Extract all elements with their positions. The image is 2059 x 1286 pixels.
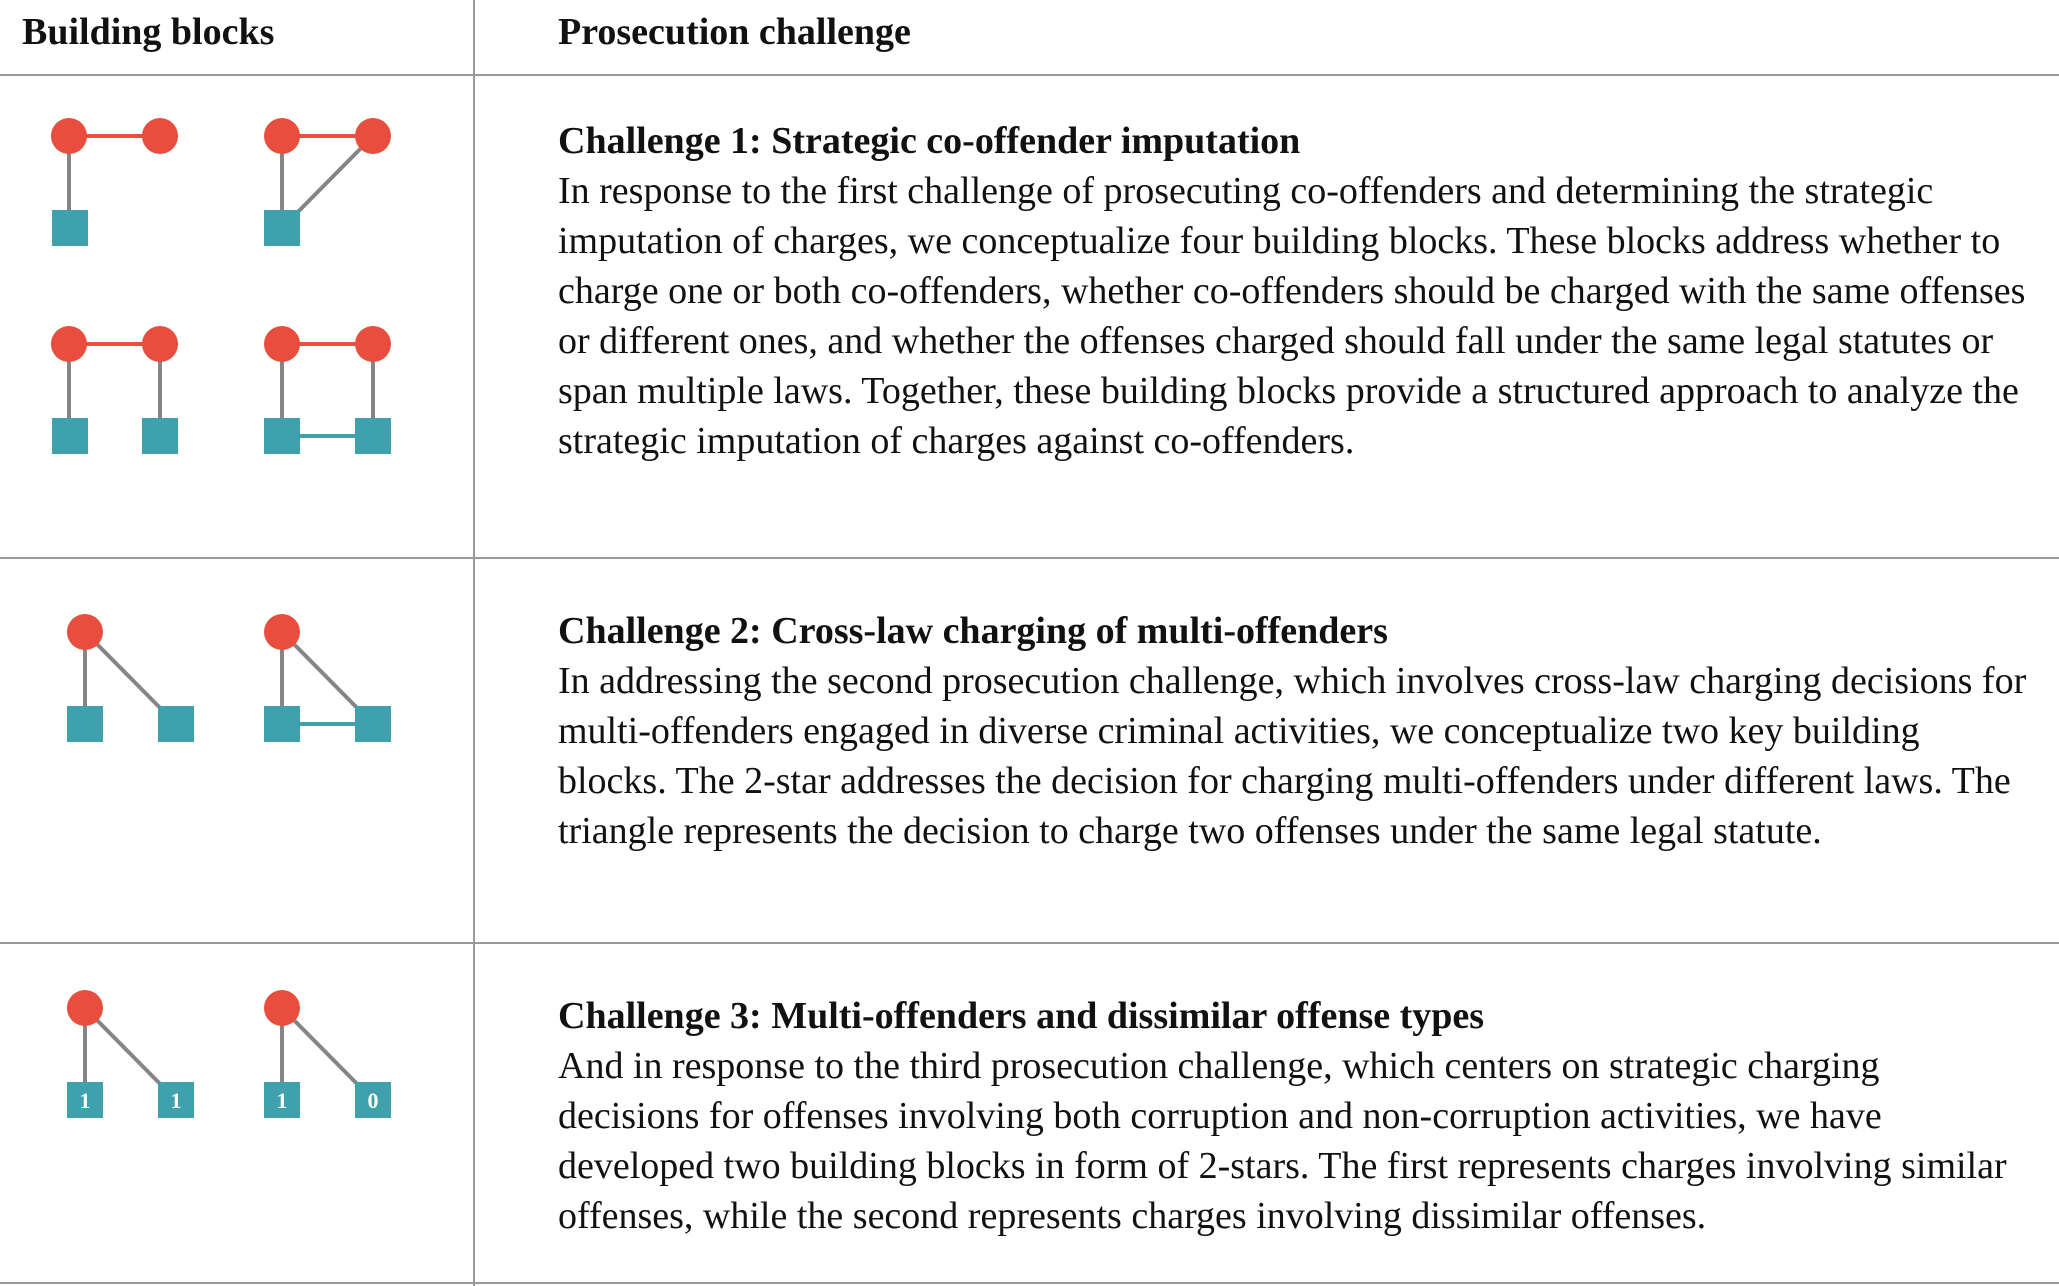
block-triangle xyxy=(264,614,391,742)
challenge-3 xyxy=(558,991,2028,1241)
offender-node xyxy=(67,614,103,650)
challenge-2 xyxy=(558,606,2028,856)
offender-node xyxy=(67,990,103,1026)
challenge-1 xyxy=(558,116,2028,466)
offender-node xyxy=(264,326,300,362)
block-two-star-dissimilar xyxy=(264,990,391,1118)
offense-type-label: 0 xyxy=(367,1088,379,1113)
offender-node xyxy=(264,118,300,154)
offender-node xyxy=(51,118,87,154)
offense-node xyxy=(264,418,300,454)
challenge-2-title: Challenge 2: Cross-law charging of multi-offenders xyxy=(558,610,1388,652)
block-co-offender-same-law xyxy=(264,326,391,454)
offender-node xyxy=(142,326,178,362)
block-co-offender-single-charge xyxy=(51,118,178,246)
offense-node xyxy=(355,418,391,454)
block-co-offender-different-charges xyxy=(51,326,178,454)
block-two-star xyxy=(67,614,194,742)
offender-node xyxy=(264,990,300,1026)
challenge-1-body: In response to the first challenge of prosecuting co-offenders and determining the strategic imputation of charges, we conceptualize four building blocks. These blocks address whether to charge one or both co-offenders, whether co-offenders should be charged with the same offenses or different ones, and whether the offenses charged should fall under the same legal statutes or span multiple laws. Together, these building blocks provide a structured approach to analyze the strategic imputation of charges against co-offenders. xyxy=(558,170,2026,462)
prosecution-challenge-header: Prosecution challenge xyxy=(558,11,911,53)
offense-node xyxy=(158,706,194,742)
block-co-offender-shared-charge xyxy=(264,118,391,246)
offender-node xyxy=(142,118,178,154)
offender-node xyxy=(264,614,300,650)
building-blocks-header: Building blocks xyxy=(22,11,275,53)
offense-node xyxy=(67,706,103,742)
column-divider xyxy=(473,0,475,1286)
building-blocks-diagrams xyxy=(0,0,473,1286)
offender-node xyxy=(51,326,87,362)
offense-type-label: 1 xyxy=(170,1088,182,1113)
offender-node xyxy=(355,118,391,154)
challenge-2-body: In addressing the second prosecution challenge, which involves cross-law charging decisions for multi-offenders engaged in diverse criminal activities, we conceptualize two key building blocks. The 2-star addresses the decision for charging multi-offenders under different laws. The triangle represents the decision to charge two offenses under the same legal statute. xyxy=(558,660,2027,852)
offense-node xyxy=(52,210,88,246)
challenge-3-title: Challenge 3: Multi-offenders and dissimilar offense types xyxy=(558,995,1485,1037)
challenge-3-body: And in response to the third prosecution challenge, which centers on strategic charging decisions for offenses involving both corruption and non-corruption activities, we have developed two building blocks in form of 2-stars. The first represents charges involving similar offenses, while the second represents charges involving dissimilar offenses. xyxy=(558,1045,2007,1237)
offense-node xyxy=(264,210,300,246)
offense-type-label: 1 xyxy=(79,1088,91,1113)
offense-node xyxy=(264,706,300,742)
offense-node xyxy=(355,706,391,742)
offense-node xyxy=(52,418,88,454)
offender-node xyxy=(355,326,391,362)
offense-type-label: 1 xyxy=(276,1088,288,1113)
challenge-1-title: Challenge 1: Strategic co-offender imputation xyxy=(558,120,1301,162)
offense-node xyxy=(142,418,178,454)
block-two-star-similar xyxy=(67,990,194,1118)
